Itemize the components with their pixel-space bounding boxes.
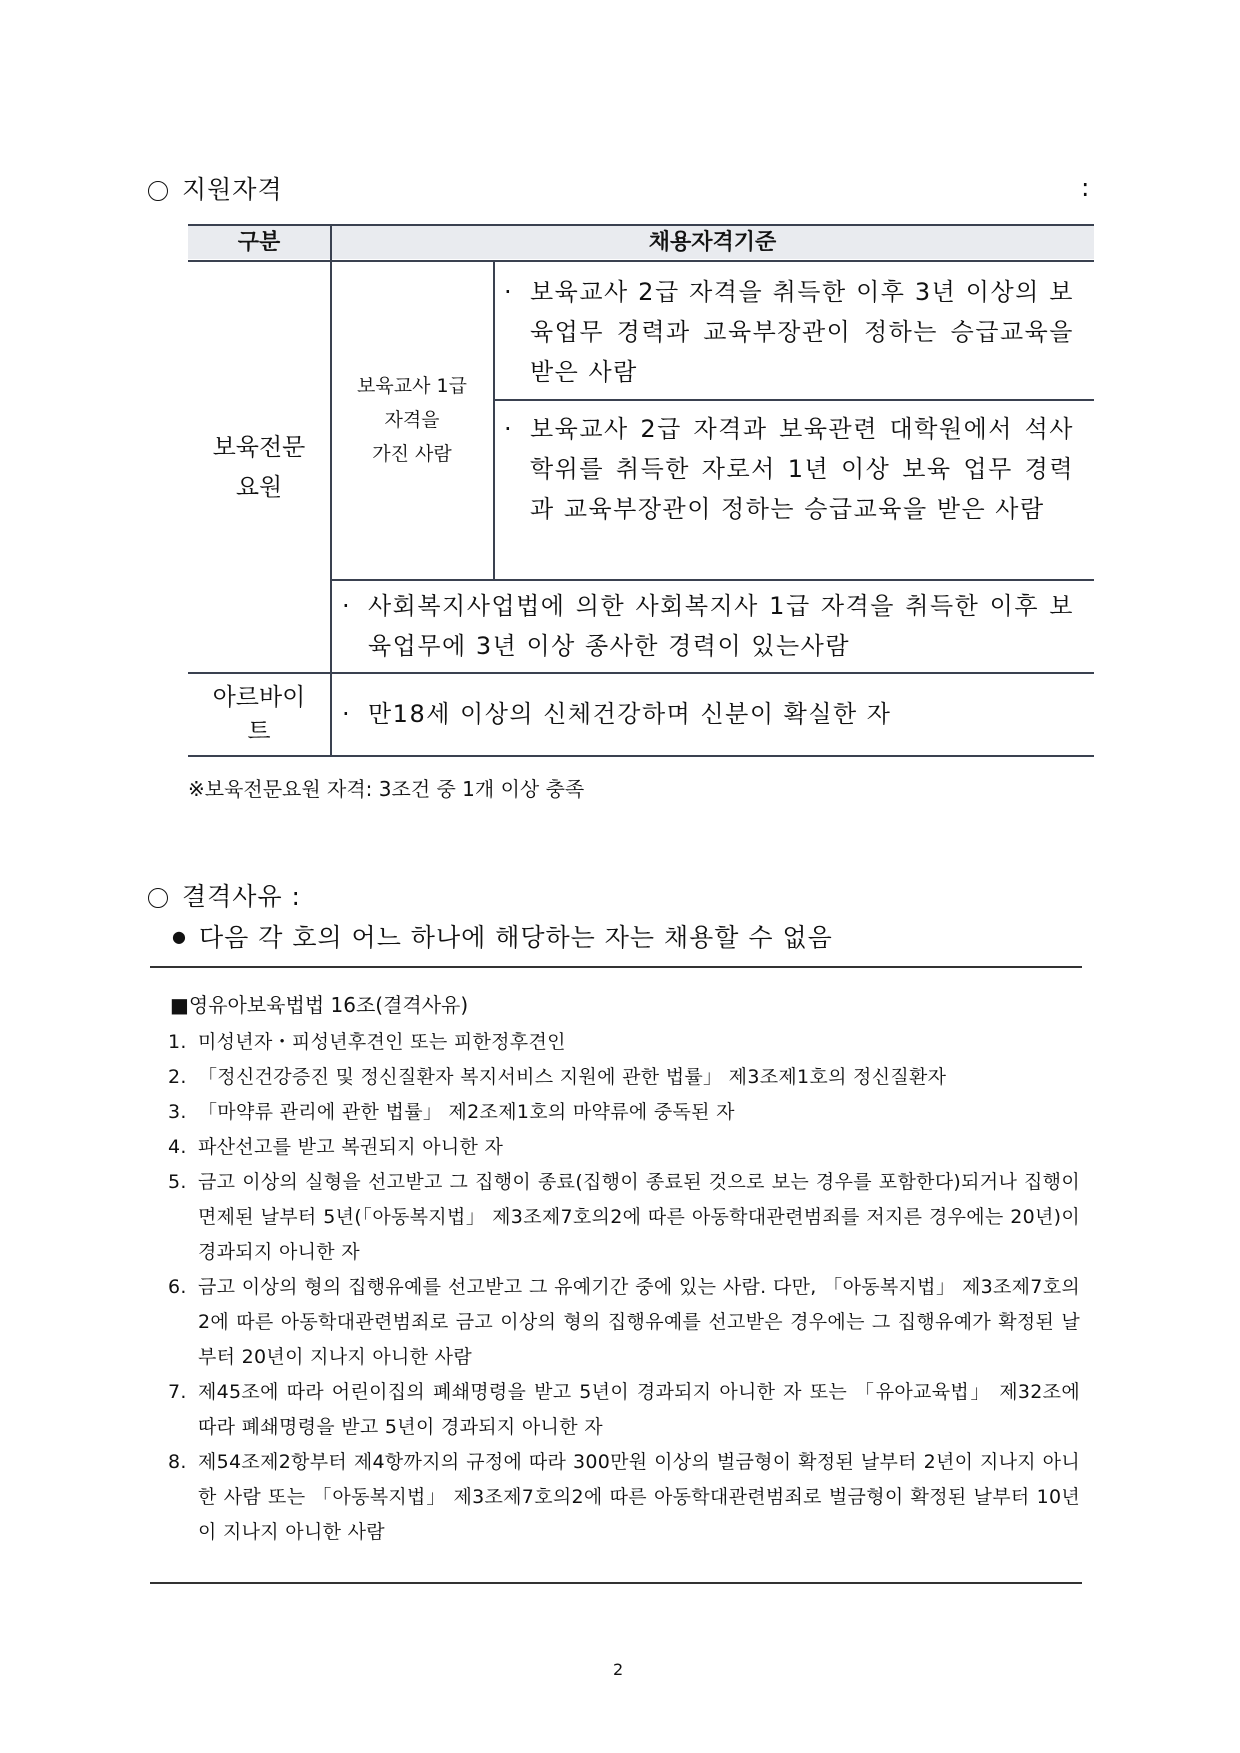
item-number: 3. <box>168 1101 187 1123</box>
item-number: 8. <box>168 1451 187 1473</box>
section-colon: : <box>1081 173 1091 202</box>
criteria-item-1 <box>504 272 1074 392</box>
bullet-icon: ● <box>172 927 187 946</box>
list-item <box>168 1130 1080 1165</box>
criteria-item-text: 사회복지사업법에 의한 사회복지사 1급 자격을 취득한 이후 보육업무에 3년 이상 종사한 경력이 있는사람 <box>368 592 1074 660</box>
item-number: 7. <box>168 1381 187 1403</box>
box-top-rule <box>150 966 1082 968</box>
item-number: 6. <box>168 1276 187 1298</box>
row-category-part-time: 아르바이 트 <box>212 683 306 745</box>
bullet-dot: · <box>342 592 352 620</box>
list-item <box>168 1025 1080 1060</box>
list-item <box>168 1060 1080 1095</box>
item-text: 금고 이상의 형의 집행유예를 선고받고 그 유예기간 중에 있는 사람. 다만, 「아동복지법」 제3조제7호의2에 따른 아동학대관련범죄로 금고 이상의 형의 집행유예를 선고받은 경우에는 그 집행유예가 확정된 날부터 20년이 지나지 아니한 사람 <box>198 1276 1080 1368</box>
row-subcategory-teacher-level1: 보육교사 1급 자격을 가진 사람 <box>357 375 467 465</box>
criteria-item-text: 보육교사 2급 자격과 보육관련 대학원에서 석사학위를 취득한 자로서 1년 이상 보육 업무 경력과 교육부장관이 정하는 승급교육을 받은 사람 <box>530 415 1074 523</box>
box-bottom-rule <box>150 1582 1082 1584</box>
bullet-dot: · <box>504 415 514 443</box>
table-col-divider-2 <box>493 261 495 579</box>
criteria-item-part-time <box>342 694 1074 734</box>
qualification-note: ※보육전문요원 자격: 3조건 중 1개 이상 충족 <box>188 777 585 801</box>
criteria-item-3 <box>342 586 1074 666</box>
section-title: 지원자격 <box>182 175 283 204</box>
law-title: ■영유아보육법법 16조(결격사유) <box>170 993 469 1017</box>
item-number: 4. <box>168 1136 187 1158</box>
item-number: 1. <box>168 1031 187 1053</box>
bullet-dot: · <box>504 278 514 306</box>
item-text: 제54조제2항부터 제4항까지의 규정에 따라 300만원 이상의 벌금형이 확정된 날부터 2년이 지나지 아니한 사람 또는 「아동복지법」 제3조제7호의2에 따른 아동학대관련범죄로 벌금형이 확정된 날부터 10년이 지나지 아니한 사람 <box>198 1451 1080 1543</box>
table-divider-sub2 <box>330 579 1094 581</box>
section-title: 결격사유 : <box>182 882 301 911</box>
table-bottom-border <box>188 755 1094 757</box>
item-number: 2. <box>168 1066 187 1088</box>
criteria-item-2 <box>504 409 1074 529</box>
list-item <box>168 1165 1080 1270</box>
disqualification-list <box>168 1025 1080 1550</box>
list-item <box>168 1270 1080 1375</box>
table-header-category: 구분 <box>237 229 281 255</box>
disqualification-intro <box>172 918 833 954</box>
list-item <box>168 1095 1080 1130</box>
criteria-item-text: 보육교사 2급 자격을 취득한 이후 3년 이상의 보육업무 경력과 교육부장관이 정하는 승급교육을 받은 사람 <box>530 278 1074 386</box>
section-heading-disqualifications <box>148 877 301 913</box>
item-text: 「마약류 관리에 관한 법률」 제2조제1호의 마약류에 중독된 자 <box>198 1101 735 1123</box>
table-divider-sub1 <box>493 399 1094 401</box>
circle-bullet-icon <box>148 888 168 908</box>
list-item <box>168 1445 1080 1550</box>
list-item <box>168 1375 1080 1445</box>
item-text: 파산선고를 받고 복권되지 아니한 자 <box>198 1136 504 1158</box>
item-text: 미성년자・피성년후견인 또는 피한정후견인 <box>198 1031 566 1053</box>
criteria-item-text: 만18세 이상의 신체건강하며 신분이 확실한 자 <box>368 700 892 728</box>
item-text: 「정신건강증진 및 정신질환자 복지서비스 지원에 관한 법률」 제3조제1호의 정신질환자 <box>198 1066 947 1088</box>
bullet-dot: · <box>342 700 352 728</box>
circle-bullet-icon <box>148 181 168 201</box>
page-number: 2 <box>613 1660 624 1679</box>
item-text: 제45조에 따라 어린이집의 폐쇄명령을 받고 5년이 경과되지 아니한 자 또는 「유아교육법」 제32조에 따라 폐쇄명령을 받고 5년이 경과되지 아니한 자 <box>198 1381 1080 1438</box>
table-header-criteria: 채용자격기준 <box>648 229 777 255</box>
item-text: 금고 이상의 실형을 선고받고 그 집행이 종료(집행이 종료된 것으로 보는 경우를 포함한다)되거나 집행이 면제된 날부터 5년(「아동복지법」 제3조제7호의2에 따른 아동학대관련범죄를 저지른 경우에는 20년)이 경과되지 아니한 자 <box>198 1171 1080 1263</box>
item-number: 5. <box>168 1171 187 1193</box>
section-heading-qualifications <box>148 170 283 206</box>
disqualification-intro-text: 다음 각 호의 어느 하나에 해당하는 자는 채용할 수 없음 <box>198 923 833 952</box>
row-category-childcare-specialist: 보육전문 요원 <box>212 432 306 501</box>
